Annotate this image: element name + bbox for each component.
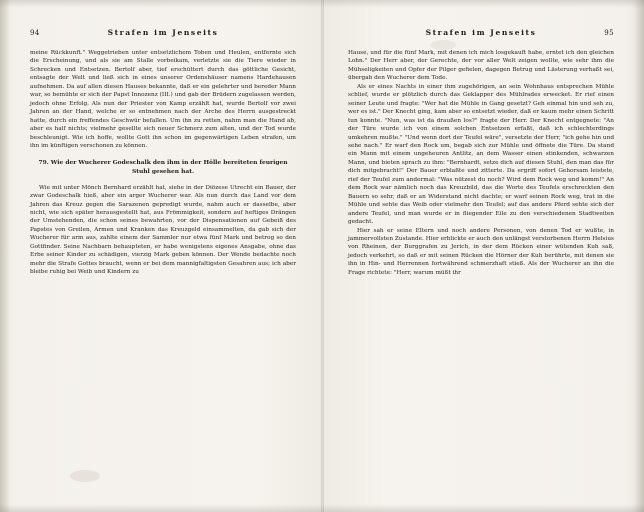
page-edge-shadow-right bbox=[634, 0, 644, 512]
paragraph: meine Rückkunft." Weggetrieben unter entsetzlichem Toben und Heulen, entfernte sich die Erscheinung, und als sie am Stalle vorbeikam, verletzte sie die Tiere wieder in Schrecken und Entsetzen. Bertolf aber, tief erschüttert durch das göttliche Gesicht, entsagte der Welt und ließ sich in eines unserer Ordenshäuser namens Hardehausen aufnehmen. Da auf allen diesen Hauses bekannte, daß er ein gelehrter und bereder Mann war, so bemühte er sich der Papst Innozenz (III.) und gab der Brüdern zugelassen werden, jedoch ohne Erfolg. Als nun der Priester von Kamp erzählt hat, wurde Bertolf vor zwei Jahren an der Hand, welche er so entnehmen nach der Arche des Herrn ausgestreckt hatte, durch ein freffendes Geschwür befallen. Um ihn zu retten, nahm man die Hand ab, aber es half nichts; vielmehr gesellte sich neuer Schmerz zum alten, und der Tod wurde beschleunigt. Wie ich hoffe, wollte Gott ihn schon im gegenwärtigen Leben strafen, um ihn im künftigen verschonen zu können. bbox=[30, 50, 296, 149]
folio-left: 94 bbox=[30, 29, 40, 37]
folio-right: 95 bbox=[604, 29, 614, 37]
chapter-heading bbox=[30, 159, 296, 176]
page-right bbox=[322, 0, 644, 512]
page-edge-shadow-left bbox=[0, 0, 10, 512]
paragraph: Wie mit unter Mönch Bernhard erzählt hat, siehe in der Diözese Utrecht ein Bauer, der zwar Godeschalk hieß, aber ein arger Wucherer war. Als nun durch das Land vor dem Jahren das Kreuz gegen die Sarazenen gepredigt wurde, nahm auch er dasselbe, aber nicht, wie sich später herausgestellt hat, aus Frömmigkeit, sondern auf heftiges Drängen der Umstehenden, die schon seines bewahrten, vor der Dispensationen auf Gebeiß des Papstes von Greilen, Armen und Kranken das Kreuzgeld einsammelten, da gab sich der Wucherer für arm aus, zahlte einem der Sammler nur etwa fünf Mark und betrog so den Gottfinder. Seine Nachbarn behaupteten, er habe wenigstens eigenes Ansgabe, ohne das Erbe seiner Kinder zu schädigen, vierzig Mark geben können. Der Wende bedachte noch mehr die Strafe Gottes braucht, wenn er bei dem mannigfaltigsten Gesahren aus; ich aber bleibe ruhig bei Weib und Kindern zu bbox=[30, 184, 296, 276]
book-gutter bbox=[321, 0, 324, 512]
running-head-right bbox=[348, 28, 614, 38]
running-title-right: Strafen im Jenseits bbox=[425, 28, 537, 37]
page-right-body bbox=[348, 49, 614, 277]
paragraph: Als er eines Nachts in einer ihm zugehörigen, an sein Wohnhaus entsprechen Mühle schlief, wurde er plötzlich durch das Geklapper des Mühlrades erwecket. Er rief einen seiner Leute und fragte: "Wer hat die Mühle in Gang gesetzt? Geh einmal hin und seh zu, wer es ist." Der Knecht ging, kam aber so entsetzt wieder, daß er kaum mehr einen Schritt tun konnte. "Nun, was ist da draußen los?" fragte der Herr. Der Knecht entgegnete: "An der Türe wurde ich von einem solchen Entsetzen erfaßt, daß ich schlechterdings umkehren mußte." "Und wenn dort der Teufel wäre", versetzte der Herr, "ich gehe hin und sehe nach." Er warf den Rock um, begab sich zur Mühle und öffnete die Türe. Da stand ein Mann mit einem ungeheuren Antlitz, an dem Wasser einen stinkenden, schwarzen Mann, und bieten sprach zu ihm: "Bernhardt, setze dich auf diesen Stuhl, den man das für dich mitgebracht!" Der Bauer erblaßte und zitterte. Da ergriff sofort Gehorsam leistete, rief der Teufel zum andermal: "Was nützest du noch? Wird dem Rock weg und komm!" An dem Rock war nämlich noch das Kreuzbild, das die Worte des Teufels erschreckten den Bauern so sehr, daß er an Widerstand nicht dachte; er warf seinen Rock weg, trat in die Mühle und sehte das Weib oder vielmehr den Teufel; auf das andere Pferd sehte sich der andere Teufel, und man wurde er in fliegender Eile zu den verschiedenen Stadtweiten gedacht. bbox=[348, 83, 614, 226]
paragraph: Hier sah er seine Eltern und noch andere Personen, von denen Tod er wußte, in jammervollsten Zustande. Hier erblickte er auch den unlängst verstorbenen Herrn Helsius von Rheinen, der Burggrafen zu Jerich, in der dem Rücken einer wütenden Kuh saß, jedoch verkehrt, so daß er mit seinen Rücken die Hörner der Kuh berührte, mit denen sie ihn in Hin- und Herrennen fortwährend schmerzhaft stieß. Als der Wucherer an ihn die Frage richtete: "Herr, warum müßt ihr bbox=[348, 227, 614, 276]
page-left-body bbox=[30, 49, 296, 277]
chapter-title: Wie der Wucherer Godeschalk den ihm in der Hölle bereiteten feurigen Stuhl gesehen hat. bbox=[50, 159, 288, 176]
chapter-number: 79. bbox=[38, 159, 49, 167]
running-title-left: Strafen im Jenseits bbox=[107, 28, 219, 37]
page-edge-shadow-top bbox=[0, 0, 644, 8]
page-edge-shadow-bottom bbox=[0, 504, 644, 512]
running-head-left bbox=[30, 28, 296, 38]
paragraph: Hause, und für die fünf Mark, mit denen ich mich losgekauft habe, erntet ich den gleichen Lohn." Der Herr aber, der Gerechte, der vor aller Welt zeigen wollte, wie sehr ihm die Mühseligkeiten und Opfer der Pilger gefielen, dagegen Betrug und Lästerung verhaßt sei, übergab den Wucherer dem Tode. bbox=[348, 50, 614, 82]
